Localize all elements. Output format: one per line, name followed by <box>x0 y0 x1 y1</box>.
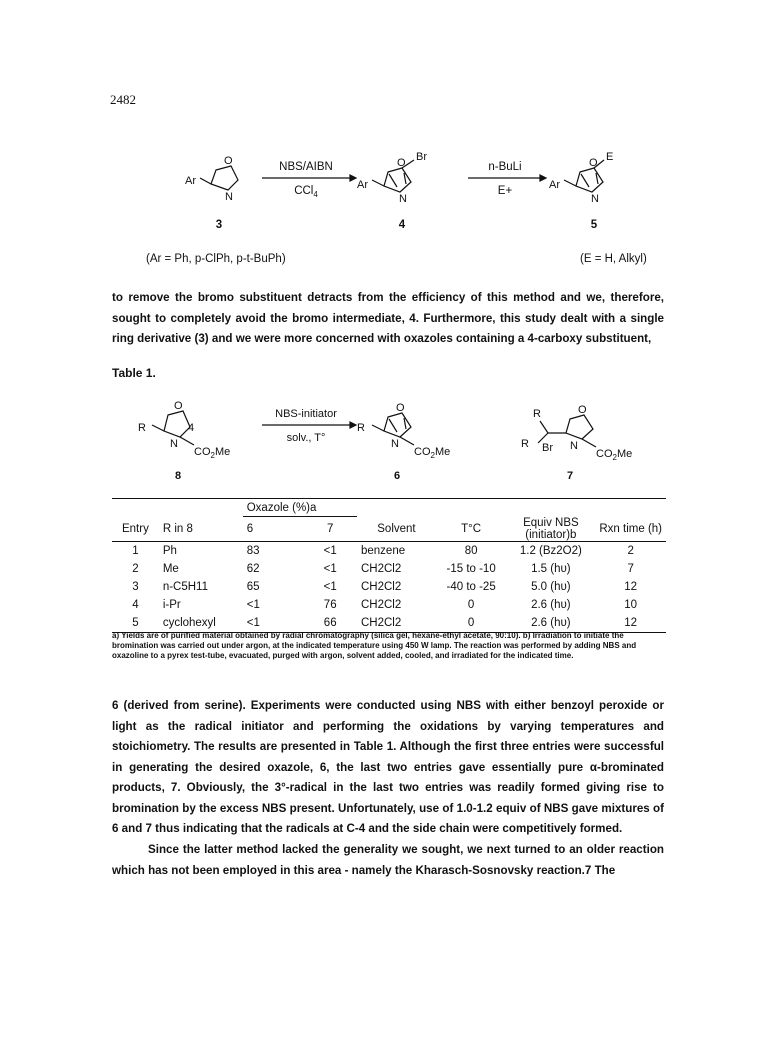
cell: 83 <box>246 544 260 557</box>
r-label-6: R <box>357 422 365 434</box>
n-label-5: N <box>591 193 599 205</box>
cell: 1.2 (Bz2O2) <box>519 544 582 557</box>
cell: CH2Cl2 <box>361 616 402 629</box>
col-7: 7 <box>303 517 357 542</box>
cell: 12 <box>624 580 638 593</box>
oxazole-group-header: Oxazole (%)a <box>243 498 357 517</box>
oxazoline-ring-8 <box>164 411 190 437</box>
paragraph-2: 6 (derived from serine). Experiments were conducted using NBS with either benzoyl peroxide or light as the radical initiator and performing the oxidations by varying temperatures and stoichiometry. The results are presented in Table 1. Although the first three entries were successful in generating the desired oxazole, 6, the last two entries gave essentially pure α-brominated products, 7. Obviously, the 3°-radical in the last two entries was readily formed giving rise to bromination by the excess NBS present. Unfortunately, use of 1.0-1.2 equiv of NBS gave mixtures of 6 and 7 thus indicating that the radicals at C-4 and the side chain were competitively formed. <box>112 699 664 835</box>
cell: 7 <box>627 562 634 575</box>
scheme-2 <box>0 395 768 490</box>
ester-label-8: $CO_2Me$ <box>194 446 231 460</box>
cell: 12 <box>624 616 638 629</box>
scheme1-note-right: (E = H, Alkyl) <box>580 253 647 265</box>
c4-label-8: 4 <box>188 422 195 434</box>
cell: <1 <box>246 616 260 629</box>
cell: -15 to -10 <box>446 562 496 575</box>
cell: 66 <box>323 616 337 629</box>
arrow-1-head <box>350 175 356 181</box>
compound-label-5: 5 <box>590 219 598 231</box>
o-label-7: O <box>578 404 587 416</box>
cell: n-C5H11 <box>162 580 208 593</box>
cell: 5 <box>132 616 139 629</box>
br-label-7: Br <box>542 442 553 454</box>
reagent3-top: NBS-initiator <box>275 408 337 420</box>
oxazoline-ring-3 <box>211 166 238 190</box>
oxazole-ring-6 <box>384 413 411 437</box>
table-row <box>112 578 666 596</box>
cell: CH2Cl2 <box>361 580 402 593</box>
reagent1-top: NBS/AIBN <box>279 161 333 173</box>
arrow-2-head <box>540 175 546 181</box>
ar-bond-4 <box>372 180 384 186</box>
cell: 1 <box>132 544 139 557</box>
reagent1-bottom: CCl$_4$ <box>294 185 318 199</box>
n-label-7: N <box>570 440 578 452</box>
cell: CH2Cl2 <box>361 598 402 611</box>
n-label-4: N <box>399 193 407 205</box>
cell: CH2Cl2 <box>361 562 402 575</box>
scheme1-note-left: (Ar = Ph, p-ClPh, p-t-BuPh) <box>146 253 286 265</box>
cell: <1 <box>323 562 337 575</box>
cell: 10 <box>624 598 638 611</box>
cell: Ph <box>162 544 177 557</box>
double-bond-5a <box>581 174 589 187</box>
table-row <box>112 560 666 578</box>
cell: 2 <box>627 544 634 557</box>
table-row <box>112 596 666 614</box>
arrow-3-head <box>350 422 356 428</box>
page-number: 2482 <box>110 92 136 107</box>
compound-label-4: 4 <box>398 219 406 231</box>
ester-bond-6 <box>400 437 414 445</box>
cell: 2.6 (hυ) <box>531 616 571 629</box>
cell: 2 <box>132 562 139 575</box>
cell: 0 <box>467 598 475 611</box>
compound-label-6: 6 <box>393 470 401 482</box>
cell: Me <box>162 562 179 575</box>
reagent3-bottom: solv., T° <box>286 432 326 444</box>
cell: 1.5 (hυ) <box>531 562 571 575</box>
ar-label-3: Ar <box>185 175 196 187</box>
o-label-4: O <box>397 157 406 169</box>
scheme-1 <box>0 140 768 280</box>
col-r: R in 8 <box>159 517 243 542</box>
n-label-8: N <box>170 438 178 450</box>
o-label-3: O <box>224 155 233 167</box>
n-label-3: N <box>225 191 233 203</box>
oxazole-ring-5 <box>576 168 603 192</box>
cell: 76 <box>323 598 337 611</box>
paragraph-3: Since the latter method lacked the generality we sought, we next turned to an older reaction which has not been employed in this area - namely the Kharasch-Sosnovsky reaction.7 The <box>112 843 664 877</box>
col-solvent: Solvent <box>357 517 436 542</box>
cell: 5.0 (hυ) <box>531 580 571 593</box>
r-label-7b: R <box>521 438 529 450</box>
cell: 80 <box>464 544 478 557</box>
cell: <1 <box>323 544 337 557</box>
ar-label-4: Ar <box>357 179 368 191</box>
ar-bond-5 <box>564 180 576 186</box>
table-row <box>112 614 666 633</box>
col-6: 6 <box>243 517 304 542</box>
ester-label-7: $CO_2Me$ <box>596 448 633 462</box>
reagent2-bottom: E+ <box>497 185 513 197</box>
paragraph-1: to remove the bromo substituent detracts from the efficiency of this method and we, therefore, sought to completely avoid the bromo intermediate, 4. Furthermore, this study dealt with a single ring derivative (3) and we were more concerned with oxazoles containing a 4-carboxy substituent, <box>112 291 664 345</box>
o-label-5: O <box>589 157 598 169</box>
r-label-8: R <box>138 422 146 434</box>
col-entry: Entry <box>112 517 159 542</box>
ester-label-6: $CO_2Me$ <box>414 446 451 460</box>
o-label-6: O <box>396 402 405 414</box>
cell: <1 <box>246 598 260 611</box>
r-label-7a: R <box>533 408 541 420</box>
r-bond-6 <box>372 425 384 431</box>
table-row <box>112 541 666 560</box>
col-rxn: Rxn time (h) <box>595 517 666 542</box>
cell: 2.6 (hυ) <box>531 598 571 611</box>
col-nbs: Equiv NBS (initiator)b <box>506 517 595 542</box>
ester-bond-8 <box>180 437 194 445</box>
ar-label-5: Ar <box>549 179 560 191</box>
oxazoline-ring-7 <box>566 415 593 439</box>
double-bond-6a <box>389 419 397 432</box>
ester-bond-7 <box>582 439 596 447</box>
cell: 62 <box>246 562 260 575</box>
table-title: Table 1. <box>112 366 156 380</box>
e-label-5: E <box>606 151 614 163</box>
double-bond-4a <box>389 174 397 187</box>
cell: cyclohexyl <box>162 616 216 629</box>
ar-bond-3 <box>200 178 211 184</box>
cell: benzene <box>361 544 406 557</box>
results-table <box>112 498 666 633</box>
oxazole-ring-4 <box>384 168 411 192</box>
cell: <1 <box>323 580 337 593</box>
compound-label-3: 3 <box>215 219 223 231</box>
table-footnote: a) Yields are of purified material obtained by radial chromatography (silica gel, hexane-ethyl acetate, 90:10). b) Irradiation to initiate the bromination was carried out under argon, at the indicated temperature using 450 W lamp. The reaction was performed by adding NBS and oxazoline to a pyrex test-tube, evacuated, purged with argon, solvent added, cooled, and irradiated for the indicated time. <box>112 631 637 660</box>
cell: i-Pr <box>162 598 181 611</box>
cell: 4 <box>132 598 139 611</box>
reagent2-top: n-BuLi <box>488 161 522 173</box>
o-label-8: O <box>174 400 183 412</box>
compound-label-7: 7 <box>566 470 574 482</box>
r-bond-7a <box>540 421 548 433</box>
compound-label-8: 8 <box>174 470 182 482</box>
cell: 3 <box>132 580 139 593</box>
cell: 65 <box>246 580 260 593</box>
cell: -40 to -25 <box>446 580 496 593</box>
cell: 0 <box>467 616 475 629</box>
n-label-6: N <box>391 438 399 450</box>
col-temp: T°C <box>436 517 506 542</box>
r-bond-8 <box>152 425 164 431</box>
br-label-4: Br <box>416 151 427 163</box>
